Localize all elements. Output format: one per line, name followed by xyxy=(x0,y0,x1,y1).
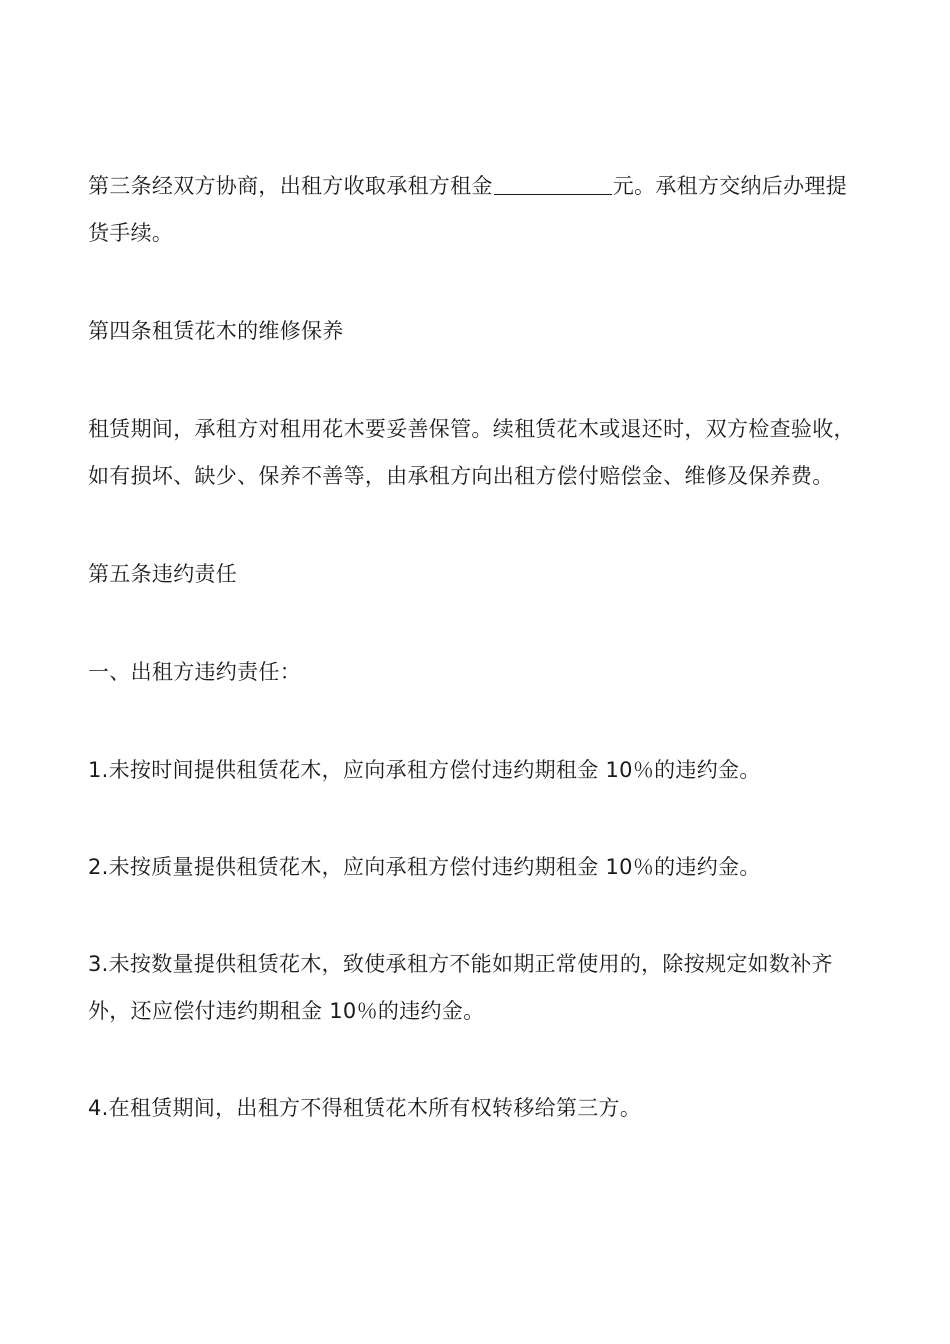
clause-3-text-after: 元。承租方交纳后办理提货手续。 xyxy=(88,174,848,245)
list-item-2: 2.未按质量提供租赁花木，应向承租方偿付违约期租金 10％的违约金。 xyxy=(88,855,761,879)
list-item-4: 4.在租赁期间，出租方不得租赁花木所有权转移给第三方。 xyxy=(88,1096,642,1120)
clause-3-text-before: 第三条经双方协商，出租方收取承租方租金 xyxy=(88,174,493,198)
clause-5-title: 第五条违约责任 xyxy=(88,562,238,586)
list-item-1: 1.未按时间提供租赁花木，应向承租方偿付违约期租金 10％的违约金。 xyxy=(88,758,761,782)
rent-amount-blank xyxy=(494,172,612,195)
clause-4-body: 租赁期间，承租方对租用花木要妥善保管。续租赁花木或退还时，双方检查验收，如有损坏、缺少、保养不善等，由承租方向出租方偿付赔偿金、维修及保养费。 xyxy=(88,417,855,488)
document-body xyxy=(88,163,864,1132)
clause-3-paragraph xyxy=(88,163,864,257)
section-1-title: 一、出租方违约责任： xyxy=(88,660,301,684)
clause-4-title: 第四条租赁花木的维修保养 xyxy=(88,319,344,343)
list-item-3: 3.未按数量提供租赁花木，致使承租方不能如期正常使用的，除按规定如数补齐外，还应偿付违约期租金 10％的违约金。 xyxy=(88,952,833,1023)
